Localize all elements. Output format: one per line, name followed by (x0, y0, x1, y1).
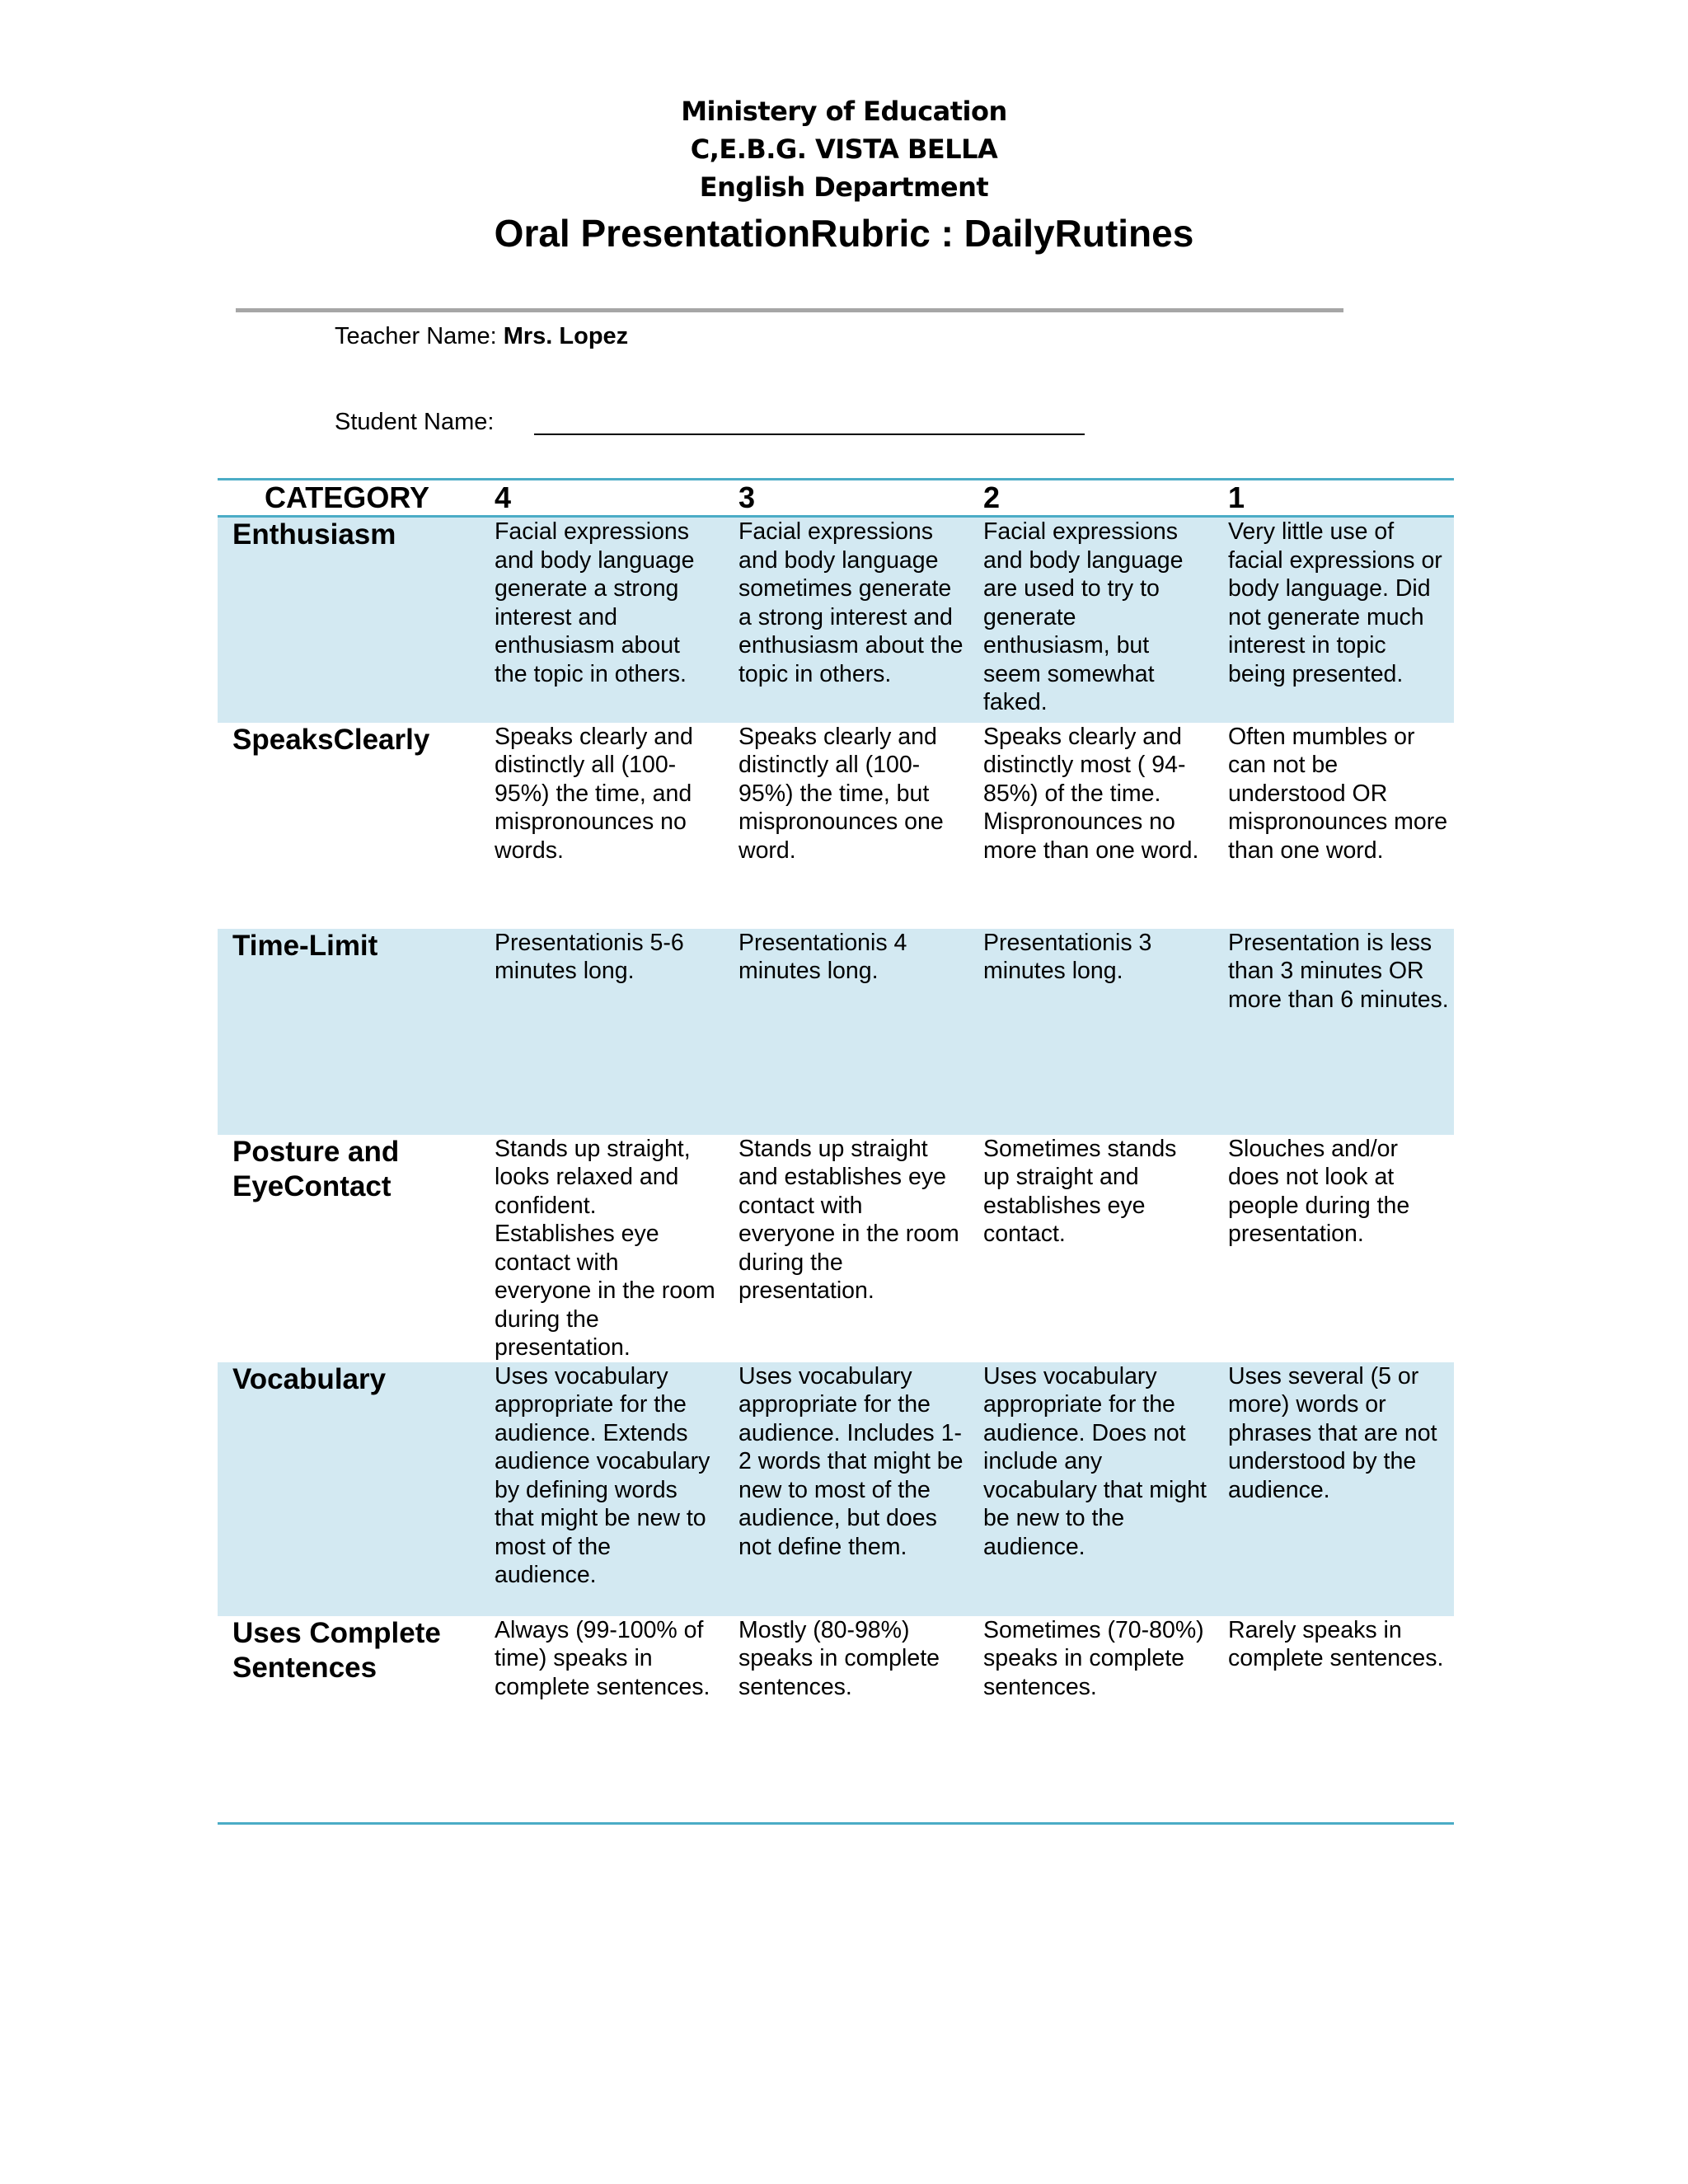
ministry-line: Ministery of Education (681, 96, 1007, 127)
document-header (0, 92, 1688, 257)
teacher-name-value: Mrs. Lopez (503, 323, 629, 349)
cell-score-4: Presentationis 5-6 minutes long. (480, 929, 724, 1135)
header-score-3: 3 (738, 480, 756, 514)
cell-score-3: Stands up straight and establishes eye contact with everyone in the room during the presentation. (738, 1135, 959, 1304)
rubric-header-row (218, 480, 1454, 517)
teacher-name-field (335, 321, 628, 351)
header-score-1: 1 (1228, 480, 1245, 514)
school-line: C,E.B.G. VISTA BELLA (690, 134, 998, 165)
cell-score-4: Uses vocabulary appropriate for the audience. Extends audience vocabulary by defining words that might be new to most of the audience. (480, 1362, 724, 1616)
table-row (218, 723, 1454, 929)
row-category: Enthusiasm (218, 517, 480, 723)
cell-score-3: Facial expressions and body language sometimes generate a strong interest and enthusiasm about the topic in others. (724, 517, 968, 723)
cell-score-1: Rarely speaks in complete sentences. (1228, 1616, 1444, 1671)
teacher-name-label: Teacher Name: (335, 323, 504, 349)
rubric-table (218, 478, 1454, 1825)
row-category: SpeaksClearly (232, 723, 430, 756)
cell-score-4: Facial expressions and body language generate a strong interest and enthusiasm about the topic in others. (480, 517, 724, 723)
cell-score-1: Presentation is less than 3 minutes OR more than 6 minutes. (1213, 929, 1454, 1135)
cell-score-1: Often mumbles or can not be understood OR mispronounces more than one word. (1228, 723, 1448, 864)
row-category: Uses Complete Sentences (232, 1616, 441, 1684)
cell-score-3: Speaks clearly and distinctly all (100-95%) the time, but mispronounces one word. (738, 723, 944, 864)
header-divider (236, 308, 1343, 312)
cell-score-4: Speaks clearly and distinctly all (100-95%) the time, and mispronounces no words. (495, 723, 693, 864)
cell-score-4: Always (99-100% of time) speaks in complete sentences. (495, 1616, 710, 1700)
header-score-2: 2 (983, 480, 1001, 514)
cell-score-2: Presentationis 3 minutes long. (968, 929, 1213, 1135)
table-row (218, 1362, 1454, 1616)
cell-score-2: Sometimes stands up straight and establishes eye contact. (983, 1135, 1177, 1247)
cell-score-1: Very little use of facial expressions or body language. Did not generate much interest in topic being presented. (1213, 517, 1454, 723)
table-row (218, 929, 1454, 1135)
cell-score-3: Presentationis 4 minutes long. (724, 929, 968, 1135)
cell-score-2: Facial expressions and body language are used to try to generate enthusiasm, but seem somewhat faked. (968, 517, 1213, 723)
table-row (218, 1135, 1454, 1362)
row-category: Time-Limit (218, 929, 480, 1135)
cell-score-3: Mostly (80-98%) speaks in complete sentences. (738, 1616, 940, 1700)
cell-score-2: Uses vocabulary appropriate for the audience. Does not include any vocabulary that might be new to the audience. (968, 1362, 1213, 1616)
row-category: Vocabulary (218, 1362, 480, 1616)
student-name-label: Student Name: (335, 409, 495, 435)
page-title: Oral PresentationRubric : DailyRutines (494, 212, 1194, 255)
cell-score-3: Uses vocabulary appropriate for the audience. Includes 1-2 words that might be new to most of the audience, but does not define them. (724, 1362, 968, 1616)
student-name-blank[interactable] (534, 434, 1085, 435)
cell-score-2: Speaks clearly and distinctly most ( 94-85%) of the time. Mispronounces no more than one word. (983, 723, 1199, 864)
table-row (218, 517, 1454, 723)
cell-score-1: Uses several (5 or more) words or phrases that are not understood by the audience. (1213, 1362, 1454, 1616)
cell-score-1: Slouches and/or does not look at people during the presentation. (1228, 1135, 1410, 1247)
header-score-4: 4 (495, 480, 512, 514)
row-category: Posture and EyeContact (232, 1135, 400, 1202)
department-line: English Department (699, 171, 989, 203)
cell-score-2: Sometimes (70-80%) speaks in complete sentences. (983, 1616, 1204, 1700)
cell-score-4: Stands up straight, looks relaxed and confident. Establishes eye contact with everyone in the room during the presentation. (495, 1135, 715, 1361)
header-category: CATEGORY (264, 480, 429, 514)
table-row (218, 1616, 1454, 1824)
